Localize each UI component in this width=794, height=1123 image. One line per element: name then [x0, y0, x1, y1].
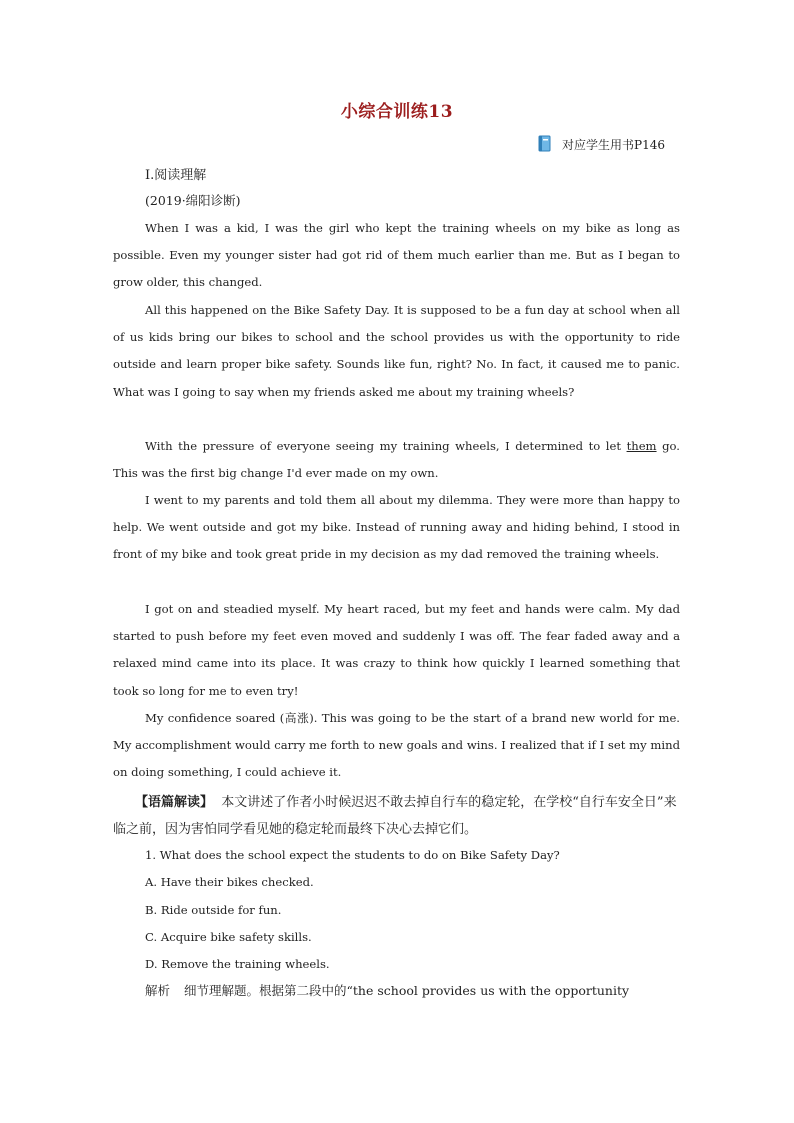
- book-icon: [536, 135, 554, 153]
- textbook-reference: [536, 134, 665, 154]
- underlined-word: them: [626, 439, 657, 453]
- option-b: B. Ride outside for fun.: [145, 903, 282, 917]
- paragraph-1: When I was a kid, I was the girl who kept the training wheels on my bike as long as possible. Even my younger sister had got rid of them much earlier than me. But as I began to grow older, this changed.: [113, 221, 680, 290]
- passage-summary: [113, 789, 680, 843]
- summary-tag: 【语篇解读】: [135, 795, 214, 810]
- source-note: (2019·绵阳诊断): [145, 193, 241, 208]
- paragraph-3-text: With the pressure of everyone seeing my training wheels, I determined to let: [145, 439, 627, 453]
- reference-text: 对应学生用书P146: [562, 137, 665, 152]
- paragraph-3: [113, 433, 680, 487]
- summary-text: 本文讲述了作者小时候迟迟不敢去掉自行车的稳定轮，在学校“自行车安全日”来临之前，因为害怕同学看见她的稳定轮而最终下决心去掉它们。: [113, 795, 677, 837]
- page-title: 小综合训练13: [340, 102, 454, 122]
- paragraph-5: I got on and steadied myself. My heart raced, but my feet and hands were calm. My dad started to push before my feet even moved and suddenly I was off. The fear faded away and a relaxed mind came into its place. It was crazy to think how quickly I learned something that took so long for me to even try!: [113, 602, 680, 698]
- option-a: A. Have their bikes checked.: [145, 875, 314, 889]
- option-c: C. Acquire bike safety skills.: [145, 930, 312, 944]
- analysis-label: 解析: [145, 983, 171, 998]
- analysis: [145, 981, 685, 1001]
- analysis-text: 细节理解题。根据第二段中的“the school provides us with the opportunity: [184, 983, 630, 998]
- paragraph-2: All this happened on the Bike Safety Day. It is supposed to be a fun day at school when all of us kids bring our bikes to school and the school provides us with the opportunity to ride outside and learn proper bike safety. Sounds like fun, right? No. In fact, it caused me to panic. What was I going to say when my friends asked me about my training wheels?: [113, 303, 680, 399]
- paragraph-6: My confidence soared (高涨). This was going to be the start of a brand new world for me. My accomplishment would carry me forth to new goals and wins. I realized that if I set my mind on doing something, I could achieve it.: [113, 711, 680, 780]
- option-d: D. Remove the training wheels.: [145, 957, 330, 971]
- question-stem: 1. What does the school expect the students to do on Bike Safety Day?: [145, 848, 560, 862]
- section-heading: Ⅰ.阅读理解: [145, 168, 207, 183]
- paragraph-4: I went to my parents and told them all about my dilemma. They were more than happy to help. We went outside and got my bike. Instead of running away and hiding behind, I stood in front of my bike and took great pride in my decision as my dad removed the training wheels.: [113, 493, 680, 562]
- paragraph-3-text-end: go. This was the first big change I'd ever made on my own.: [113, 439, 680, 481]
